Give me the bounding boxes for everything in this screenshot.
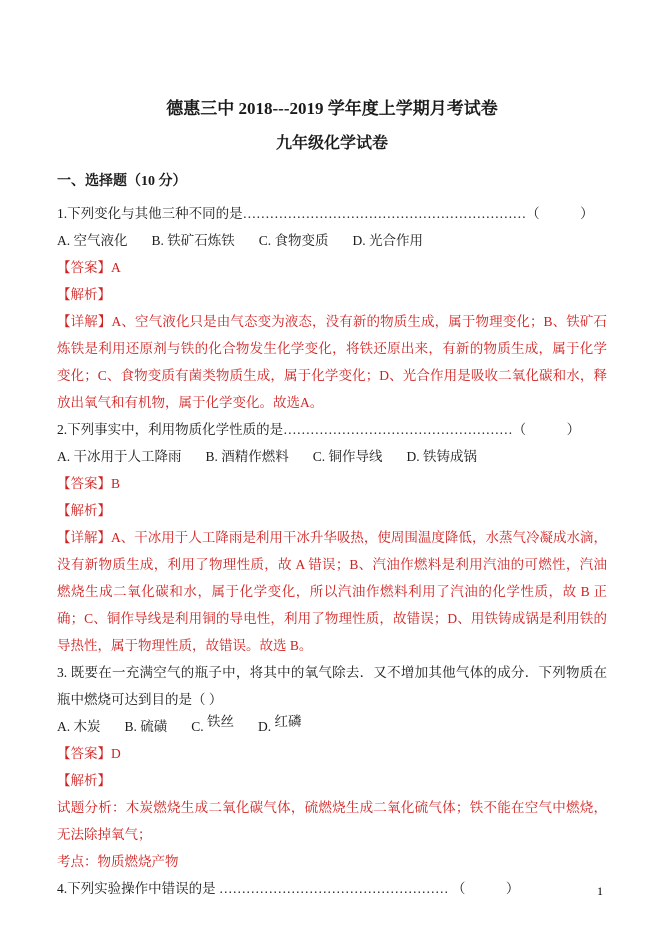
- question-3-analysis-text: 试题分析：木炭燃烧生成二氧化碳气体，硫燃烧生成二氧化硫气体；铁不能在空气中燃烧，无法除掉氧气；: [57, 800, 607, 842]
- question-2-detail: 【详解】A、干冰用于人工降雨是利用干冰升华吸热，使周围温度降低，水蒸气冷凝成水滴，没有新物质生成，利用了物理性质，故 A 错误；B、汽油作燃料是利用汽油的可燃性，汽油燃烧生成二氧化碳和水，属于化学变化，所以汽油作燃料利用了汽油的化学性质，故 B 正确；C、铜作导线是利用铜的导电性，利用了物理性质，故错误；D、用铁铸成锅是利用铁的导热性，属于物理性质，故错误。故选 B。: [57, 530, 607, 653]
- question-1-leader: ………………………………………………………: [242, 206, 527, 221]
- question-1-answer-bracket: （ ）: [526, 206, 594, 221]
- option-c: C. 铜作导线: [312, 449, 383, 464]
- question-3-options: [57, 713, 607, 740]
- question-1-stem-line: [57, 200, 607, 227]
- question-4-leader: ……………………………………………: [219, 881, 449, 896]
- page-number: 1: [597, 884, 603, 898]
- question-1-stem: 1.下列变化与其他三种不同的是: [57, 206, 243, 221]
- section-heading: 一、选择题（10 分）: [57, 174, 187, 189]
- question-2-stem-line: [57, 416, 607, 443]
- option-text: 硫磺: [140, 719, 168, 734]
- question-4-stem: 4.下列实验操作中错误的是: [57, 881, 219, 896]
- question-2-leader: ……………………………………………: [283, 422, 513, 437]
- option-text: 红磷: [274, 714, 302, 729]
- option-prefix: D.: [258, 719, 272, 734]
- question-block-4: [57, 875, 607, 902]
- option-c: [191, 713, 234, 740]
- question-block-1: [57, 200, 607, 416]
- question-3-answer: 【答案】D: [57, 746, 121, 761]
- question-4-answer-bracket: （ ）: [451, 881, 520, 896]
- option-d: D. 铁铸成锅: [406, 449, 478, 464]
- option-text: 铁丝: [207, 714, 235, 729]
- document-content: [57, 96, 607, 902]
- option-b: B. 铁矿石炼铁: [151, 233, 235, 248]
- option-text: 木炭: [73, 719, 101, 734]
- question-2-answer: 【答案】B: [57, 476, 121, 491]
- option-prefix: C.: [191, 719, 204, 734]
- option-b: B. 酒精作燃料: [205, 449, 289, 464]
- question-1-answer: 【答案】A: [57, 260, 121, 275]
- option-prefix: B.: [124, 719, 137, 734]
- exam-subtitle: 九年级化学试卷: [275, 135, 388, 152]
- question-block-2: [57, 416, 607, 659]
- question-2-analysis-label: 【解析】: [57, 503, 111, 518]
- question-3-exam-point: 考点：物质燃烧产物: [57, 854, 179, 869]
- option-a: [57, 713, 101, 740]
- question-2-stem: 2.下列事实中，利用物质化学性质的是: [57, 422, 284, 437]
- option-b: [125, 713, 168, 740]
- question-block-3: [57, 659, 607, 875]
- question-4-stem-line: [57, 875, 607, 902]
- question-1-detail: 【详解】A、空气液化只是由气态变为液态，没有新的物质生成，属于物理变化；B、铁矿石炼铁是利用还原剂与铁的化合物发生化学变化，将铁还原出来，有新的物质生成，属于化学变化；C、食物变质有菌类物质生成，属于化学变化；D、光合作用是吸收二氧化碳和水，释放出氧气和有机物，属于化学变化。故选A。: [57, 314, 607, 410]
- question-2-options: [57, 443, 607, 470]
- exam-title: 德惠三中 2018---2019 学年度上学期月考试卷: [166, 99, 498, 118]
- option-prefix: A.: [57, 719, 71, 734]
- question-1-analysis-label: 【解析】: [57, 287, 111, 302]
- option-d: [258, 713, 302, 740]
- option-a: A. 干冰用于人工降雨: [57, 449, 182, 464]
- question-3-stem: 3. 既要在一充满空气的瓶子中，将其中的氧气除去．又不增加其他气体的成分．下列物质在瓶中燃烧可达到目的是（ ）: [57, 665, 607, 707]
- question-1-options: [57, 227, 607, 254]
- option-d: D. 光合作用: [352, 233, 424, 248]
- question-3-analysis-label: 【解析】: [57, 773, 111, 788]
- option-a: A. 空气液化: [57, 233, 128, 248]
- question-2-answer-bracket: （ ）: [512, 422, 581, 437]
- option-c: C. 食物变质: [258, 233, 329, 248]
